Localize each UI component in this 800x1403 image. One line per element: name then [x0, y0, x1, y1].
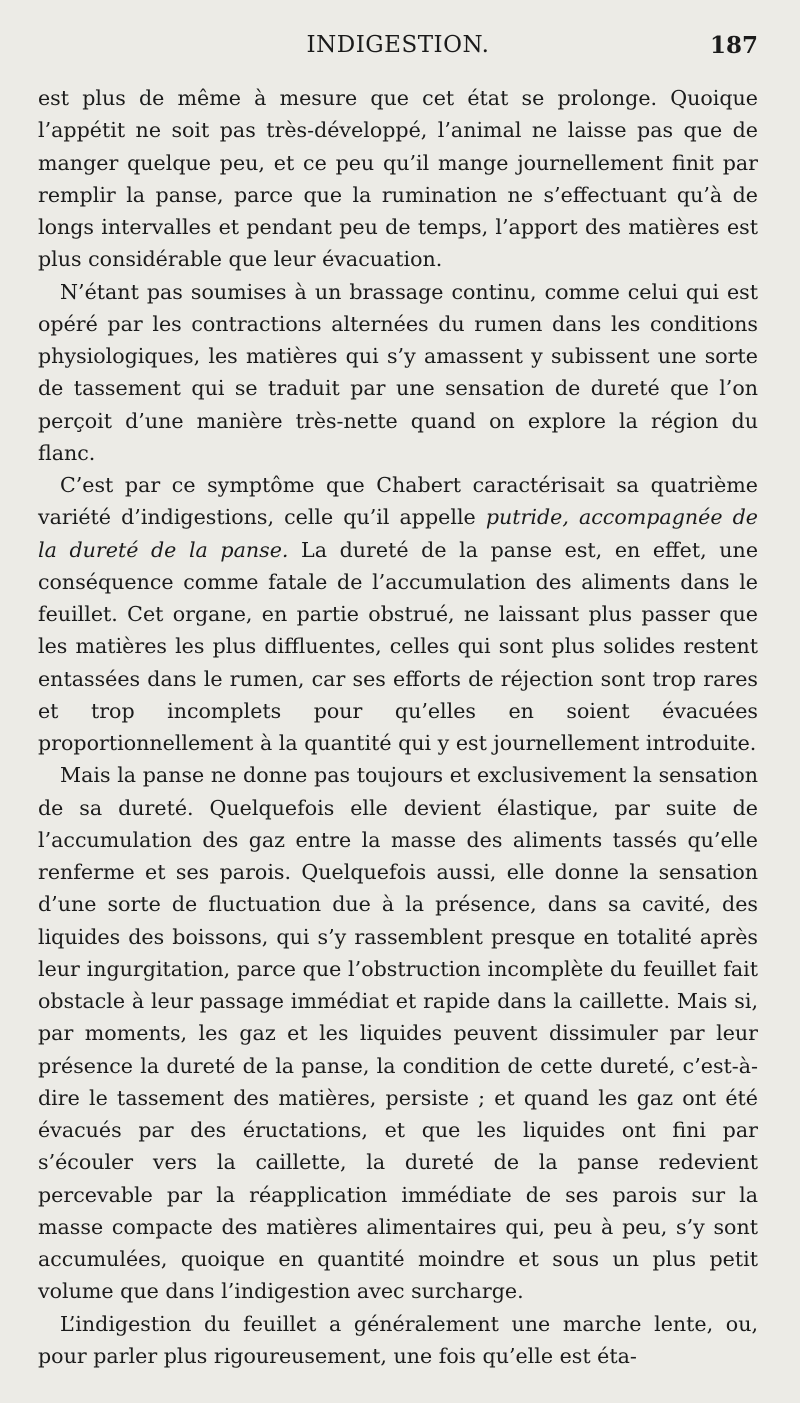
- paragraph-panse-sensation: Mais la panse ne donne pas toujours et exclusivement la sensation de sa dureté. Quelquefois elle devient élastique, par suite de l’accumulation des gaz entre la masse des aliments tassés qu’elle renferme et ses parois. Quelquefois aussi, elle donne la sensation d’une sorte de fluctuation due à la présence, dans sa cavité, des liquides des boissons, qui s’y rassemblent presque en totalité après leur ingurgitation, parce que l’obstruction incomplète du feuillet fait obstacle à leur passage immédiat et rapide dans la caillette. Mais si, par moments, les gaz et les liquides peuvent dissimuler par leur présence la dureté de la panse, la condition de cette dureté, c’est-à-dire le tassement des matières, persiste ; et quand les gaz ont été évacués par des éructations, et que les liquides ont fini par s’écouler vers la caillette, la dureté de la panse redevient percevable par la réapplication immédiate de ses parois sur la masse compacte des matières alimentaires qui, peu à peu, s’y sont accumulées, quoique en quantité moindre et sous un plus petit volume que dans l’indigestion avec surcharge.: [38, 763, 758, 1304]
- paragraph-feuillet: L’indigestion du feuillet a généralement une marche lente, ou, pour parler plus rigoureusement, une fois qu’elle est éta-: [38, 1311, 758, 1368]
- page-header: [38, 32, 758, 82]
- paragraph-brassage: N’étant pas soumises à un brassage continu, comme celui qui est opéré par les contractions alternées du rumen dans les conditions physiologiques, les matières qui s’y amassent y subissent une sorte de tassement qui se traduit par une sensation de dureté que l’on perçoit d’une manière très-nette quand on explore la région du flanc.: [38, 279, 758, 465]
- running-title: INDIGESTION.: [306, 32, 490, 58]
- paragraph-chabert: [38, 469, 758, 759]
- body-text: [38, 82, 758, 1372]
- paragraph-continuation: est plus de même à mesure que cet état se prolonge. Quoique l’appétit ne soit pas très-développé, l’animal ne laisse pas que de manger quelque peu, et ce peu qu’il mange journellement finit par remplir la panse, parce que la rumination ne s’effectuant qu’à de longs intervalles et pendant peu de temps, l’apport des matières est plus considérable que leur évacuation.: [38, 86, 758, 272]
- paragraph-chabert-text-after: La dureté de la panse est, en effet, une conséquence comme fatale de l’accumulation des aliments dans le feuillet. Cet organe, en partie obstrué, ne laissant plus passer que les matières les plus diffluentes, celles qui sont plus solides restent entassées dans le rumen, car ses efforts de réjection sont trop rares et trop incomplets pour qu’elles en soient évacuées proportionnellement à la quantité qui y est journellement introduite.: [38, 537, 759, 755]
- italic-quote: putride, accompagnée de la dureté de la panse.: [38, 505, 758, 562]
- paragraph-chabert-text-before: C’est par ce symptôme que Chabert caractérisait sa quatrième variété d’indigestions, celle qu’il appelle: [38, 473, 758, 530]
- page-number: 187: [709, 32, 758, 59]
